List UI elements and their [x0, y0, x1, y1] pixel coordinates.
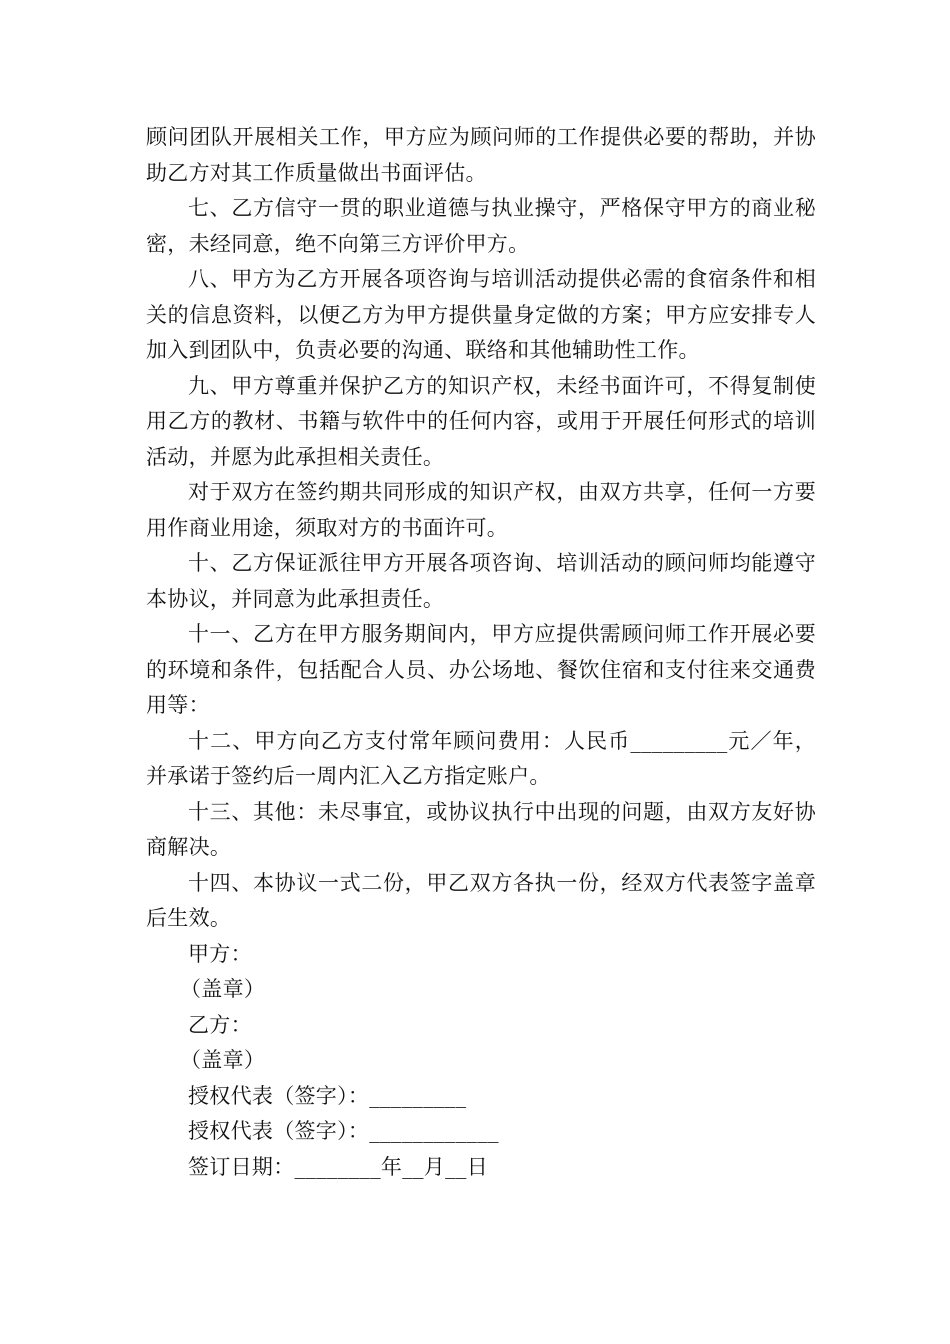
paragraph-12: 十二、甲方向乙方支付常年顾问费用：人民币_________元／年，并承诺于签约后一周内汇入乙方指定账户。	[146, 728, 816, 788]
paragraph-10: 十、乙方保证派往甲方开展各项咨询、培训活动的顾问师均能遵守本协议，并同意为此承担责任。	[146, 551, 816, 611]
party-b-label: 乙方：	[188, 1012, 252, 1037]
paragraph-9: 九、甲方尊重并保护乙方的知识产权，未经书面许可，不得复制使用乙方的教材、书籍与软件中的任何内容，或用于开展任何形式的培训活动，并愿为此承担相关责任。	[146, 373, 816, 469]
party-a-seal: （盖章）	[180, 977, 266, 1001]
party-a-label: 甲方：	[188, 941, 252, 966]
paragraph-7: 七、乙方信守一贯的职业道德与执业操守，严格保守甲方的商业秘密，未经同意，绝不向第三方评价甲方。	[146, 196, 816, 256]
paragraph-ip-shared: 对于双方在签约期共同形成的知识产权，由双方共享，任何一方要用作商业用途，须取对方的书面许可。	[146, 480, 816, 540]
paragraph-8: 八、甲方为乙方开展各项咨询与培训活动提供必需的食宿条件和相关的信息资料，以便乙方为甲方提供量身定做的方案；甲方应安排专人加入到团队中，负责必要的沟通、联络和其他辅助性工作。	[146, 267, 816, 362]
party-b-seal: （盖章）	[180, 1048, 266, 1072]
paragraph-14: 十四、本协议一式二份，甲乙双方各执一份，经双方代表签字盖章后生效。	[146, 870, 816, 930]
paragraph-13: 十三、其他：未尽事宜，或协议执行中出现的问题，由双方友好协商解决。	[146, 799, 816, 859]
authorized-rep-b: 授权代表（签字）：____________	[188, 1119, 499, 1143]
authorized-rep-a: 授权代表（签字）：_________	[188, 1083, 467, 1108]
document-body	[146, 120, 816, 1185]
paragraph-continuation: 顾问团队开展相关工作，甲方应为顾问师的工作提供必要的帮助，并协助乙方对其工作质量做出书面评估。	[146, 125, 816, 185]
paragraph-11: 十一、乙方在甲方服务期间内，甲方应提供需顾问师工作开展必要的环境和条件，包括配合人员、办公场地、餐饮住宿和支付往来交通费用等：	[146, 622, 816, 717]
signing-date: 签订日期：________年__月__日	[188, 1154, 488, 1179]
